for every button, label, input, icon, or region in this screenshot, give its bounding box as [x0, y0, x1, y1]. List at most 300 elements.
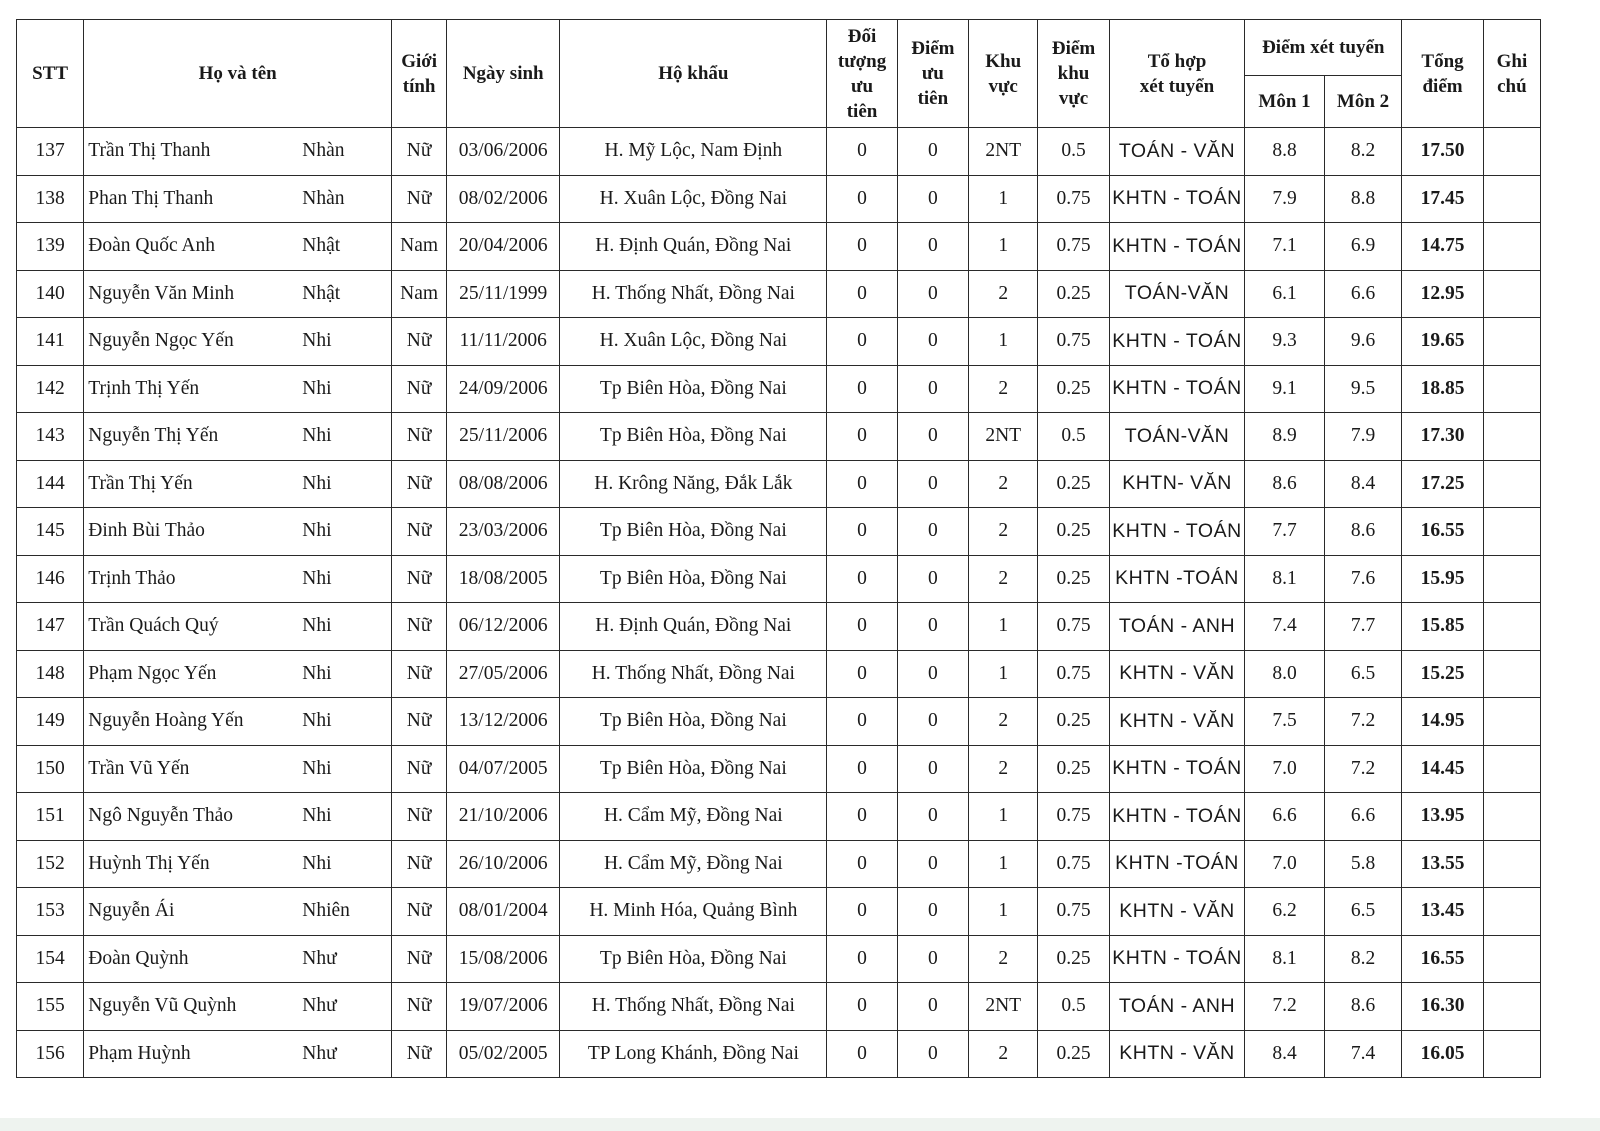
cell-subject-1: 7.0	[1245, 745, 1325, 793]
family-name: Trịnh Thảo	[88, 567, 176, 589]
cell-combo: TOÁN - VĂN	[1109, 128, 1245, 176]
cell-stt: 152	[17, 840, 84, 888]
cell-region-score: 0.25	[1038, 460, 1109, 508]
cell-address: Tp Biên Hòa, Đồng Nai	[560, 935, 827, 983]
cell-region-score: 0.5	[1038, 983, 1109, 1031]
cell-dob: 06/12/2006	[447, 603, 560, 651]
cell-gender: Nữ	[392, 793, 447, 841]
cell-name	[84, 745, 392, 793]
cell-priority-score: 0	[897, 223, 968, 271]
given-name: Nhi	[302, 805, 332, 827]
header-subject-1: Môn 1	[1245, 76, 1325, 128]
cell-region-score: 0.25	[1038, 365, 1109, 413]
cell-subject-2: 7.4	[1324, 1030, 1401, 1078]
header-admission-score: Điểm xét tuyển	[1245, 20, 1402, 76]
given-name: Nhi	[302, 377, 332, 399]
cell-note	[1483, 175, 1540, 223]
cell-region: 2	[969, 745, 1038, 793]
cell-address: H. Krông Năng, Đắk Lắk	[560, 460, 827, 508]
cell-total: 18.85	[1402, 365, 1484, 413]
cell-region: 1	[969, 888, 1038, 936]
cell-gender: Nữ	[392, 555, 447, 603]
given-name: Nhi	[302, 757, 332, 779]
cell-subject-2: 9.5	[1324, 365, 1401, 413]
cell-dob: 20/04/2006	[447, 223, 560, 271]
cell-region: 1	[969, 840, 1038, 888]
cell-priority-score: 0	[897, 270, 968, 318]
cell-priority-score: 0	[897, 745, 968, 793]
cell-region-score: 0.5	[1038, 413, 1109, 461]
cell-dob: 18/08/2005	[447, 555, 560, 603]
cell-combo: KHTN - VĂN	[1109, 1030, 1245, 1078]
cell-dob: 25/11/2006	[447, 413, 560, 461]
cell-total: 15.25	[1402, 650, 1484, 698]
cell-region-score: 0.25	[1038, 698, 1109, 746]
given-name: Nhi	[302, 425, 332, 447]
given-name: Nhàn	[302, 140, 345, 162]
cell-address: Tp Biên Hòa, Đồng Nai	[560, 745, 827, 793]
cell-region-score: 0.25	[1038, 270, 1109, 318]
table-row	[17, 270, 1541, 318]
cell-combo: KHTN - VĂN	[1109, 888, 1245, 936]
cell-region: 2	[969, 365, 1038, 413]
given-name: Như	[302, 995, 337, 1017]
cell-priority-group: 0	[827, 840, 897, 888]
cell-stt: 141	[17, 318, 84, 366]
cell-name	[84, 983, 392, 1031]
cell-combo: KHTN - TOÁN	[1109, 318, 1245, 366]
cell-gender: Nữ	[392, 698, 447, 746]
given-name: Nhi	[302, 615, 332, 637]
cell-name	[84, 793, 392, 841]
cell-note	[1483, 650, 1540, 698]
cell-stt: 151	[17, 793, 84, 841]
cell-gender: Nữ	[392, 840, 447, 888]
table-row	[17, 650, 1541, 698]
cell-subject-2: 7.2	[1324, 698, 1401, 746]
cell-note	[1483, 508, 1540, 556]
family-name: Nguyễn Thị Yến	[88, 425, 219, 447]
cell-gender: Nữ	[392, 603, 447, 651]
cell-stt: 144	[17, 460, 84, 508]
cell-gender: Nữ	[392, 365, 447, 413]
cell-address: H. Cẩm Mỹ, Đồng Nai	[560, 793, 827, 841]
cell-subject-1: 7.7	[1245, 508, 1325, 556]
header-total: Tổng điểm	[1402, 20, 1484, 128]
cell-region: 2NT	[969, 983, 1038, 1031]
cell-priority-group: 0	[827, 935, 897, 983]
cell-name	[84, 935, 392, 983]
cell-priority-group: 0	[827, 698, 897, 746]
cell-region-score: 0.75	[1038, 650, 1109, 698]
cell-total: 16.30	[1402, 983, 1484, 1031]
cell-region-score: 0.75	[1038, 793, 1109, 841]
cell-priority-group: 0	[827, 365, 897, 413]
cell-subject-2: 7.9	[1324, 413, 1401, 461]
cell-total: 17.50	[1402, 128, 1484, 176]
cell-total: 13.45	[1402, 888, 1484, 936]
cell-total: 16.55	[1402, 508, 1484, 556]
cell-subject-1: 6.1	[1245, 270, 1325, 318]
cell-combo: KHTN - TOÁN	[1109, 365, 1245, 413]
cell-subject-2: 8.8	[1324, 175, 1401, 223]
cell-priority-score: 0	[897, 460, 968, 508]
cell-note	[1483, 318, 1540, 366]
cell-combo: TOÁN - ANH	[1109, 603, 1245, 651]
family-name: Nguyễn Ngọc Yến	[88, 330, 234, 352]
cell-region: 1	[969, 793, 1038, 841]
cell-priority-group: 0	[827, 223, 897, 271]
header-priority-score: Điểm ưu tiên	[897, 20, 968, 128]
cell-priority-score: 0	[897, 650, 968, 698]
cell-combo: KHTN - TOÁN	[1109, 935, 1245, 983]
family-name: Phạm Huỳnh	[88, 1042, 191, 1064]
header-row	[17, 20, 1541, 76]
given-name: Nhiên	[302, 900, 350, 922]
family-name: Nguyễn Hoàng Yến	[88, 710, 244, 732]
given-name: Nhi	[302, 567, 332, 589]
given-name: Nhi	[302, 472, 332, 494]
cell-note	[1483, 698, 1540, 746]
cell-region-score: 0.75	[1038, 318, 1109, 366]
header-note: Ghi chú	[1483, 20, 1540, 128]
cell-region: 2	[969, 555, 1038, 603]
cell-dob: 08/08/2006	[447, 460, 560, 508]
cell-total: 17.25	[1402, 460, 1484, 508]
cell-region-score: 0.75	[1038, 840, 1109, 888]
cell-region: 2	[969, 1030, 1038, 1078]
cell-gender: Nữ	[392, 175, 447, 223]
table-row	[17, 555, 1541, 603]
cell-subject-1: 7.4	[1245, 603, 1325, 651]
cell-combo: TOÁN - ANH	[1109, 983, 1245, 1031]
cell-subject-1: 8.0	[1245, 650, 1325, 698]
cell-priority-group: 0	[827, 745, 897, 793]
family-name: Trần Thị Thanh	[88, 140, 211, 162]
cell-dob: 13/12/2006	[447, 698, 560, 746]
cell-priority-score: 0	[897, 555, 968, 603]
cell-priority-group: 0	[827, 793, 897, 841]
cell-total: 15.85	[1402, 603, 1484, 651]
cell-priority-group: 0	[827, 508, 897, 556]
cell-region: 2	[969, 935, 1038, 983]
cell-priority-group: 0	[827, 888, 897, 936]
table-row	[17, 365, 1541, 413]
cell-note	[1483, 365, 1540, 413]
cell-gender: Nữ	[392, 413, 447, 461]
given-name: Nhi	[302, 330, 332, 352]
family-name: Trần Quách Quý	[88, 615, 219, 637]
cell-dob: 26/10/2006	[447, 840, 560, 888]
cell-region: 2NT	[969, 128, 1038, 176]
cell-priority-score: 0	[897, 318, 968, 366]
cell-name	[84, 555, 392, 603]
cell-subject-2: 6.6	[1324, 270, 1401, 318]
cell-combo: KHTN - TOÁN	[1109, 508, 1245, 556]
cell-address: TP Long Khánh, Đồng Nai	[560, 1030, 827, 1078]
table-row	[17, 318, 1541, 366]
cell-combo: KHTN - TOÁN	[1109, 223, 1245, 271]
cell-region-score: 0.25	[1038, 935, 1109, 983]
cell-subject-2: 9.6	[1324, 318, 1401, 366]
family-name: Trần Thị Yến	[88, 472, 193, 494]
cell-subject-2: 8.2	[1324, 128, 1401, 176]
header-dob: Ngày sinh	[447, 20, 560, 128]
cell-priority-group: 0	[827, 555, 897, 603]
cell-subject-2: 8.6	[1324, 983, 1401, 1031]
cell-region-score: 0.25	[1038, 555, 1109, 603]
cell-priority-score: 0	[897, 840, 968, 888]
cell-gender: Nữ	[392, 1030, 447, 1078]
cell-note	[1483, 793, 1540, 841]
cell-subject-2: 8.2	[1324, 935, 1401, 983]
cell-note	[1483, 888, 1540, 936]
cell-note	[1483, 128, 1540, 176]
cell-subject-1: 8.4	[1245, 1030, 1325, 1078]
cell-total: 16.05	[1402, 1030, 1484, 1078]
cell-address: Tp Biên Hòa, Đồng Nai	[560, 555, 827, 603]
cell-stt: 142	[17, 365, 84, 413]
cell-gender: Nữ	[392, 128, 447, 176]
cell-region-score: 0.75	[1038, 603, 1109, 651]
cell-subject-1: 9.3	[1245, 318, 1325, 366]
cell-address: H. Mỹ Lộc, Nam Định	[560, 128, 827, 176]
cell-priority-score: 0	[897, 508, 968, 556]
cell-subject-1: 9.1	[1245, 365, 1325, 413]
cell-name	[84, 365, 392, 413]
cell-subject-2: 7.7	[1324, 603, 1401, 651]
cell-total: 14.95	[1402, 698, 1484, 746]
cell-priority-score: 0	[897, 365, 968, 413]
cell-address: H. Xuân Lộc, Đồng Nai	[560, 318, 827, 366]
cell-gender: Nữ	[392, 745, 447, 793]
cell-name	[84, 698, 392, 746]
header-subject-2: Môn 2	[1324, 76, 1401, 128]
cell-subject-2: 8.6	[1324, 508, 1401, 556]
cell-gender: Nữ	[392, 650, 447, 698]
cell-address: H. Minh Hóa, Quảng Bình	[560, 888, 827, 936]
cell-priority-group: 0	[827, 460, 897, 508]
cell-gender: Nữ	[392, 318, 447, 366]
cell-stt: 137	[17, 128, 84, 176]
cell-note	[1483, 935, 1540, 983]
cell-combo: KHTN- VĂN	[1109, 460, 1245, 508]
cell-name	[84, 175, 392, 223]
cell-stt: 149	[17, 698, 84, 746]
cell-stt: 156	[17, 1030, 84, 1078]
cell-note	[1483, 840, 1540, 888]
cell-region: 2NT	[969, 413, 1038, 461]
cell-region-score: 0.25	[1038, 508, 1109, 556]
table-row	[17, 793, 1541, 841]
cell-priority-score: 0	[897, 603, 968, 651]
cell-dob: 21/10/2006	[447, 793, 560, 841]
cell-total: 13.95	[1402, 793, 1484, 841]
given-name: Nhật	[302, 282, 341, 304]
cell-region-score: 0.25	[1038, 1030, 1109, 1078]
family-name: Nguyễn Ái	[88, 900, 175, 922]
cell-note	[1483, 745, 1540, 793]
cell-subject-1: 6.2	[1245, 888, 1325, 936]
cell-region: 1	[969, 318, 1038, 366]
table-body	[17, 128, 1541, 1078]
header-region: Khu vực	[969, 20, 1038, 128]
cell-dob: 03/06/2006	[447, 128, 560, 176]
cell-address: Tp Biên Hòa, Đồng Nai	[560, 698, 827, 746]
cell-combo: KHTN - VĂN	[1109, 650, 1245, 698]
family-name: Nguyễn Vũ Quỳnh	[88, 995, 237, 1017]
cell-priority-score: 0	[897, 175, 968, 223]
cell-subject-2: 6.5	[1324, 650, 1401, 698]
admission-score-table	[16, 19, 1541, 1078]
given-name: Nhi	[302, 662, 332, 684]
table-row	[17, 223, 1541, 271]
cell-address: H. Xuân Lộc, Đồng Nai	[560, 175, 827, 223]
cell-subject-2: 7.6	[1324, 555, 1401, 603]
cell-region-score: 0.75	[1038, 175, 1109, 223]
cell-subject-1: 7.1	[1245, 223, 1325, 271]
cell-dob: 05/02/2005	[447, 1030, 560, 1078]
cell-subject-1: 7.9	[1245, 175, 1325, 223]
cell-gender: Nữ	[392, 888, 447, 936]
table-row	[17, 983, 1541, 1031]
cell-subject-1: 8.6	[1245, 460, 1325, 508]
cell-total: 13.55	[1402, 840, 1484, 888]
cell-region-score: 0.5	[1038, 128, 1109, 176]
cell-priority-group: 0	[827, 128, 897, 176]
cell-stt: 143	[17, 413, 84, 461]
table-row	[17, 1030, 1541, 1078]
cell-dob: 23/03/2006	[447, 508, 560, 556]
cell-address: H. Thống Nhất, Đồng Nai	[560, 983, 827, 1031]
cell-combo: KHTN - VĂN	[1109, 698, 1245, 746]
family-name: Đoàn Quốc Anh	[88, 235, 215, 257]
given-name: Như	[302, 1042, 337, 1064]
given-name: Nhi	[302, 852, 332, 874]
given-name: Nhi	[302, 710, 332, 732]
cell-dob: 27/05/2006	[447, 650, 560, 698]
cell-combo: KHTN -TOÁN	[1109, 555, 1245, 603]
family-name: Phan Thị Thanh	[88, 187, 214, 209]
cell-name	[84, 508, 392, 556]
given-name: Nhi	[302, 520, 332, 542]
cell-priority-score: 0	[897, 698, 968, 746]
table-row	[17, 413, 1541, 461]
cell-region: 1	[969, 223, 1038, 271]
cell-stt: 139	[17, 223, 84, 271]
cell-stt: 150	[17, 745, 84, 793]
cell-subject-1: 8.8	[1245, 128, 1325, 176]
table-row	[17, 840, 1541, 888]
cell-name	[84, 223, 392, 271]
cell-priority-group: 0	[827, 1030, 897, 1078]
cell-region: 2	[969, 508, 1038, 556]
cell-address: H. Thống Nhất, Đồng Nai	[560, 270, 827, 318]
cell-note	[1483, 460, 1540, 508]
family-name: Trịnh Thị Yến	[88, 377, 200, 399]
given-name: Nhật	[302, 235, 341, 257]
cell-subject-1: 8.1	[1245, 935, 1325, 983]
cell-dob: 08/01/2004	[447, 888, 560, 936]
cell-subject-2: 5.8	[1324, 840, 1401, 888]
family-name: Trần Vũ Yến	[88, 757, 190, 779]
cell-dob: 11/11/2006	[447, 318, 560, 366]
cell-gender: Nữ	[392, 983, 447, 1031]
cell-combo: TOÁN-VĂN	[1109, 413, 1245, 461]
cell-subject-2: 6.5	[1324, 888, 1401, 936]
cell-address: H. Định Quán, Đồng Nai	[560, 223, 827, 271]
given-name: Nhàn	[302, 187, 345, 209]
cell-region: 1	[969, 175, 1038, 223]
cell-name	[84, 888, 392, 936]
cell-total: 14.45	[1402, 745, 1484, 793]
table-row	[17, 603, 1541, 651]
cell-dob: 08/02/2006	[447, 175, 560, 223]
cell-priority-score: 0	[897, 128, 968, 176]
cell-stt: 155	[17, 983, 84, 1031]
cell-region: 2	[969, 460, 1038, 508]
cell-name	[84, 318, 392, 366]
cell-priority-group: 0	[827, 413, 897, 461]
cell-stt: 145	[17, 508, 84, 556]
cell-subject-2: 6.6	[1324, 793, 1401, 841]
table-row	[17, 128, 1541, 176]
cell-note	[1483, 223, 1540, 271]
cell-gender: Nữ	[392, 460, 447, 508]
cell-dob: 24/09/2006	[447, 365, 560, 413]
cell-priority-group: 0	[827, 983, 897, 1031]
cell-stt: 140	[17, 270, 84, 318]
cell-priority-group: 0	[827, 603, 897, 651]
cell-priority-group: 0	[827, 650, 897, 698]
cell-subject-1: 7.0	[1245, 840, 1325, 888]
table-row	[17, 460, 1541, 508]
cell-combo: KHTN - TOÁN	[1109, 175, 1245, 223]
cell-subject-1: 7.2	[1245, 983, 1325, 1031]
cell-name	[84, 270, 392, 318]
given-name: Như	[302, 947, 337, 969]
table-row	[17, 698, 1541, 746]
header-region-score: Điểm khu vực	[1038, 20, 1109, 128]
table-row	[17, 508, 1541, 556]
cell-stt: 146	[17, 555, 84, 603]
cell-region: 1	[969, 603, 1038, 651]
cell-note	[1483, 555, 1540, 603]
family-name: Đinh Bùi Thảo	[88, 520, 205, 542]
cell-subject-1: 6.6	[1245, 793, 1325, 841]
cell-stt: 138	[17, 175, 84, 223]
cell-address: H. Thống Nhất, Đồng Nai	[560, 650, 827, 698]
header-name: Họ và tên	[84, 20, 392, 128]
cell-note	[1483, 603, 1540, 651]
cell-priority-score: 0	[897, 935, 968, 983]
cell-name	[84, 603, 392, 651]
cell-total: 16.55	[1402, 935, 1484, 983]
cell-note	[1483, 1030, 1540, 1078]
family-name: Huỳnh Thị Yến	[88, 852, 210, 874]
cell-name	[84, 650, 392, 698]
header-stt: STT	[17, 20, 84, 128]
cell-note	[1483, 270, 1540, 318]
cell-priority-score: 0	[897, 793, 968, 841]
cell-stt: 148	[17, 650, 84, 698]
cell-dob: 15/08/2006	[447, 935, 560, 983]
table-row	[17, 175, 1541, 223]
cell-name	[84, 840, 392, 888]
cell-region: 1	[969, 650, 1038, 698]
cell-total: 17.45	[1402, 175, 1484, 223]
cell-address: H. Cẩm Mỹ, Đồng Nai	[560, 840, 827, 888]
